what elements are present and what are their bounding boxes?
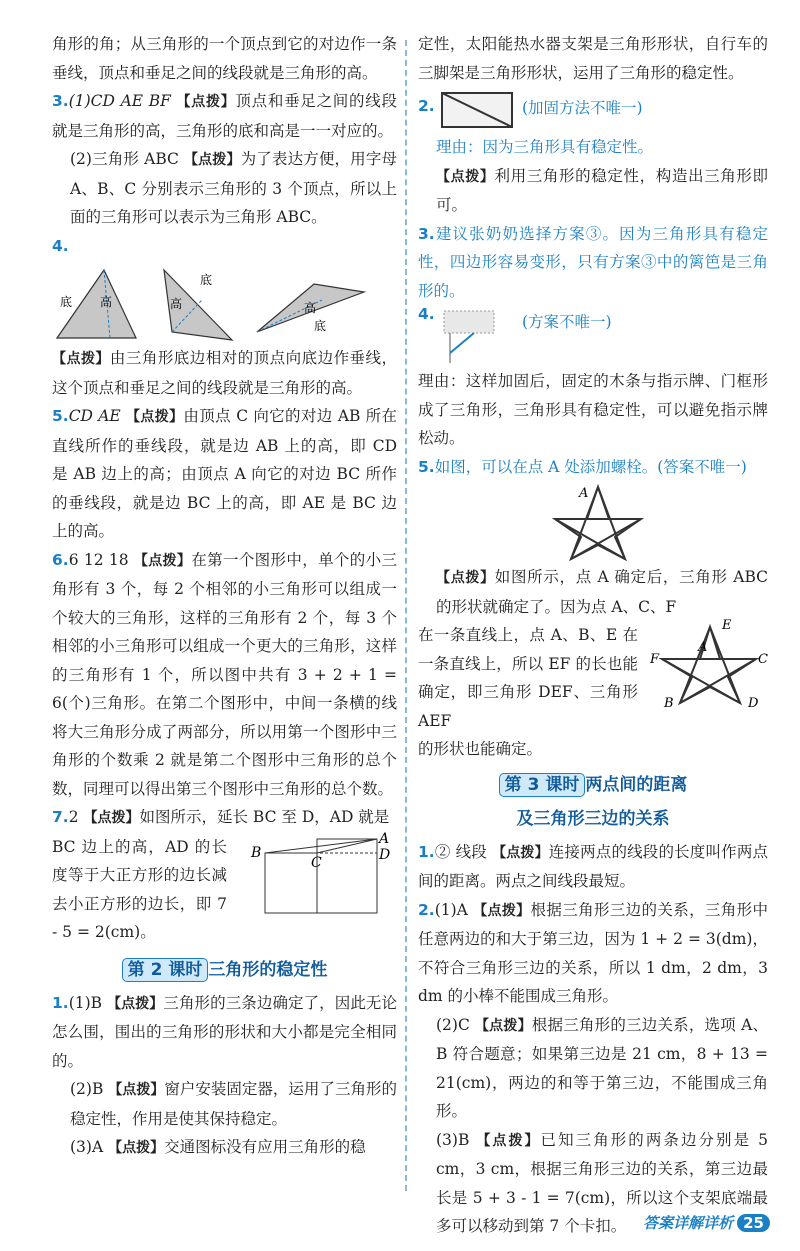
label-height: 高 <box>304 301 317 315</box>
rectangle-with-diagonal <box>440 91 515 131</box>
column-divider <box>405 40 407 1191</box>
lesson3-question-2-part-2: (2)C 【点拨】根据三角形的三边关系，选项 A、B 符合题意；如果第三边是 21 cm，8 + 13 = 21(cm)，两边的和等于第三边，不能围成三角形。 <box>436 1015 769 1120</box>
lesson2-question-1-part-3: (3)A 【点拨】交通图标没有应用三角形的稳 <box>70 1138 366 1156</box>
lesson3-question-2: 2.(1)A 【点拨】根据三角形三边的关系，三角形中任意两边的和大于第三边，因为 1 + 2 = 3(dm)，不符合三角形三边的关系，所以 1 dm，2 dm，3 dm 的小棒不能围成三角形。 <box>418 900 768 1005</box>
label-a: A <box>379 830 390 847</box>
lesson2-question-1-part-2: (2)B 【点拨】窗户安装固定器，运用了三角形的稳定性，作用是使其保持稳定。 <box>70 1080 397 1128</box>
question-5-tip-end: 的形状也能确定。 <box>418 740 543 758</box>
lesson3-question-2-part-3: (3)B 【点拨】已知三角形的两条边分别是 5 cm，3 cm，根据三角形三边的关系，第三边最长是 5 + 3 - 1 = 7(cm)，所以这个支架底端最多可以移动到第 7 个卡扣。 <box>436 1130 768 1235</box>
question-5-tip-text: 在一条直线上，点 A、B、E 在一条直线上，所以 EF 的长也能确定，即三角形 DEF、三角形 AEF <box>418 626 638 730</box>
star-labeled-svg <box>648 617 766 709</box>
label-base: 底 <box>200 273 213 287</box>
question-4-tip: 【点拨】由三角形底边相对的顶点向底边作垂线，这个顶点和垂足之间的线段就是三角形的高。 <box>52 349 397 397</box>
label-d: D <box>379 846 391 863</box>
question-4-figure-row: 4. (方案不唯一) <box>418 305 768 367</box>
paragraph: 角形的角；从三角形的一个顶点到它的对边作一条垂线，顶点和垂足之间的线段就是三角形的高。 <box>52 35 397 82</box>
star-svg <box>553 483 643 561</box>
sign-figure <box>440 309 500 365</box>
label-e: E <box>722 618 732 633</box>
lesson3-question-1: 1.② 线段 【点拨】连接两点的线段的长度叫作两点间的距离。两点之间线段最短。 <box>418 842 768 890</box>
question-7-text: BC 边上的高，AD 的长度等于大正方形的边长减去小正方形的边长，即 7 - 5 = 2(cm)。 <box>52 837 227 941</box>
question-3-part-2: (2)三角形 ABC 【点拨】为了表达方便，用字母 A、B、C 分别表示三角形的 3 个顶点，所以上面的三角形可以表示为三角形 ABC。 <box>70 150 397 226</box>
question-5-tip: 【点拨】如图所示，点 A 确定后，三角形 ABC 的形状就确定了。因为点 A、C、F <box>436 568 768 616</box>
label-a: A <box>698 640 708 655</box>
label-height: 高 <box>170 297 183 311</box>
label-base: 底 <box>314 319 327 333</box>
question-7: 7.2 【点拨】如图所示，延长 BC 至 D，AD 就是 <box>52 808 390 826</box>
question-2-figure-row: 2. (加固方法不唯一) <box>418 87 768 133</box>
left-column <box>52 30 397 1163</box>
triangles-svg <box>52 262 397 342</box>
question-4: 4. <box>52 236 69 255</box>
answer-note: (方案不唯一) <box>522 313 612 331</box>
question-5-tip-block <box>418 618 768 735</box>
label-a: A <box>579 486 589 501</box>
label-c: C <box>758 652 768 667</box>
lesson2-question-1: 1.(1)B 【点拨】三角形的三条边确定了，因此无论怎么围，围出的三角形的形状和大小都是完全相同的。 <box>52 993 397 1070</box>
squares-figure <box>247 830 397 923</box>
label-b: B <box>251 844 262 861</box>
section-title-lesson-3: 第 3 课时 两点间的距离 <box>418 770 768 800</box>
question-4-reason: 理由：这样加固后，固定的木条与指示牌、门框形成了三角形，三角形具有稳定性，可以避免指示牌松动。 <box>418 372 768 447</box>
page-footer <box>643 1212 770 1233</box>
question-5: 5.CD AE 【点拨】由顶点 C 向它的对边 AB 所在直线所作的垂线段，就是边 AB 上的高，即 CD 是 AB 边上的高；由顶点 A 向它的对边 BC 所作的垂线段，就是边 BC 上的高，即 AE 是 BC 边上的高。 <box>52 407 398 540</box>
footer-label: 答案详解详析 <box>643 1214 734 1232</box>
page-number: 25 <box>737 1214 770 1232</box>
question-2-reason: 理由：因为三角形具有稳定性。 <box>436 138 654 156</box>
label-f: F <box>650 652 660 667</box>
triangle-figures <box>52 262 397 342</box>
star-figure <box>418 481 768 563</box>
section-subtitle-lesson-3: 及三角形三边的关系 <box>516 808 670 829</box>
question-5: 5.如图，可以在点 A 处添加螺栓。(答案不唯一) <box>418 457 747 476</box>
label-base: 底 <box>60 295 73 309</box>
question-3: 3.建议张奶奶选择方案③。因为三角形具有稳定性，四边形容易变形，只有方案③中的篱笆是三角形的。 <box>418 224 768 300</box>
question-3: 3.(1)CD AE BF 【点拨】顶点和垂足之间的线段就是三角形的高，三角形的底和高是一一对应的。 <box>52 92 397 140</box>
paragraph: 定性，太阳能热水器支架是三角形形状，自行车的三脚架是三角形形状，运用了三角形的稳定性。 <box>418 35 768 82</box>
label-d: D <box>748 696 759 711</box>
right-column <box>418 30 768 1241</box>
answer-note: (加固方法不唯一) <box>522 99 643 117</box>
section-title-lesson-2: 第 2 课时 三角形的稳定性 <box>52 955 397 985</box>
label-b: B <box>664 696 674 711</box>
label-c: C <box>311 854 322 871</box>
question-7-block <box>52 830 397 951</box>
question-6: 6.6 12 18 【点拨】在第一个图形中，单个的小三角形有 3 个，每 2 个相邻的小三角形可以组成一个较大的三角形，这样的三角形有 2 个，每 3 个相邻的小三角形可以组成一个更大的三角形，这样的三角形有 1 个，所以图中共有 3 + 2 + 1 = 6(个)三角形。在第二个图形中，中间一条横的线将大三角形分成了两部分，所以用第一个图形中三角形的个数乘 2 就是第二个图形中三角形的总个数，同理可以得出第三个图形中三角形的总个数。 <box>52 550 397 798</box>
label-height: 高 <box>100 295 113 309</box>
question-2-tip: 【点拨】利用三角形的稳定性，构造出三角形即可。 <box>436 166 768 214</box>
